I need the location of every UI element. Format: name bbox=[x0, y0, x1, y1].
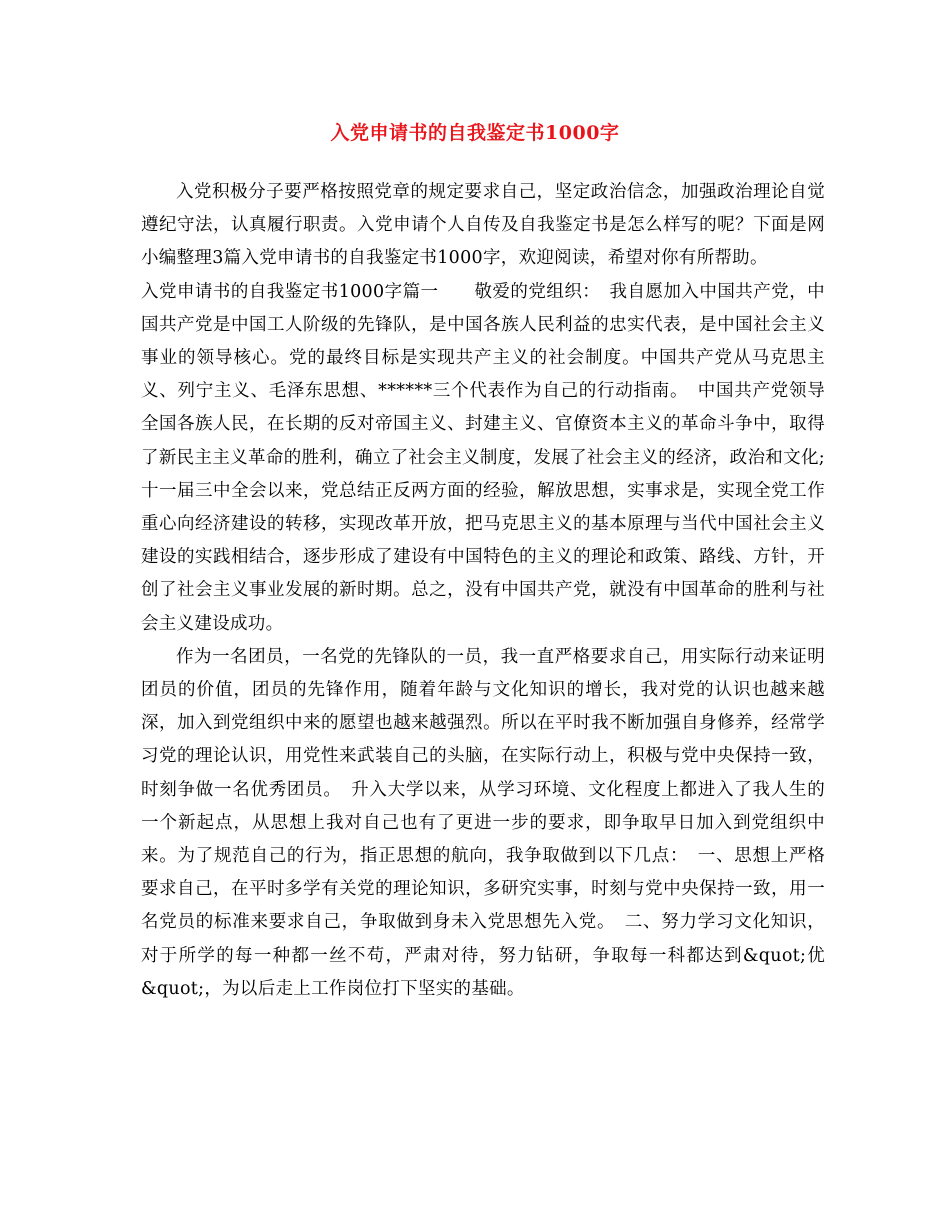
paragraph-member: 作为一名团员，一名党的先锋队的一员，我一直严格要求自己，用实际行动来证明团员的价值，团员的先锋作用，随着年龄与文化知识的增长，我对党的认识也越来越深，加入到党组织中来的愿望也越来越强烈。所以在平时我不断加强自身修养，经常学习党的理论认识，用党性来武装自己的头脑，在实际行动上，积极与党中央保持一致，时刻争做一名优秀团员。 升入大学以来，从学习环境、文化程度上都进入了我人生的一个新起点，从思想上我对自己也有了更进一步的要求，即争取早日加入到党组织中来。为了规范自己的行为，指正思想的航向，我争取做到以下几点： 一、思想上严格要求自己，在平时多学有关党的理论知识，多研究实事，时刻与党中央保持一致，用一名党员的标准来要求自己，争取做到身未入党思想先入党。 二、努力学习文化知识，对于所学的每一种都一丝不苟，严肃对待，努力钻研，争取每一科都达到&quot;优&quot;，为以后走上工作岗位打下坚实的基础。 bbox=[141, 646, 825, 999]
document-title: 入党申请书的自我鉴定书1000字 bbox=[330, 122, 620, 144]
paragraph-intro: 入党积极分子要严格按照党章的规定要求自己，坚定政治信念，加强政治理论自觉遵纪守法，认真履行职责。入党申请个人自传及自我鉴定书是怎么样写的呢？下面是网小编整理3篇入党申请书的自我鉴定书1000字，欢迎阅读，希望对你有所帮助。 bbox=[141, 182, 825, 269]
document-body bbox=[141, 176, 825, 1006]
paragraph-part-one: 入党申请书的自我鉴定书1000字篇一 敬爱的党组织： 我自愿加入中国共产党，中国共产党是中国工人阶级的先锋队，是中国各族人民利益的忠实代表，是中国社会主义事业的领导核心。党的最终目标是实现共产主义的社会制度。中国共产党从马克思主义、列宁主义、毛泽东思想、******三个代表作为自己的行动指南。 中国共产党领导全国各族人民，在长期的反对帝国主义、封建主义、官僚资本主义的革命斗争中，取得了新民主主义革命的胜利，确立了社会主义制度，发展了社会主义的经济，政治和文化;十一届三中全会以来，党总结正反两方面的经验，解放思想，实事求是，实现全党工作重心向经济建设的转移，实现改革开放，把马克思主义的基本原理与当代中国社会主义建设的实践相结合，逐步形成了建设有中国特色的主义的理论和政策、路线、方针，开创了社会主义事业发展的新时期。总之，没有中国共产党，就没有中国革命的胜利与社会主义建设成功。 bbox=[141, 281, 825, 634]
